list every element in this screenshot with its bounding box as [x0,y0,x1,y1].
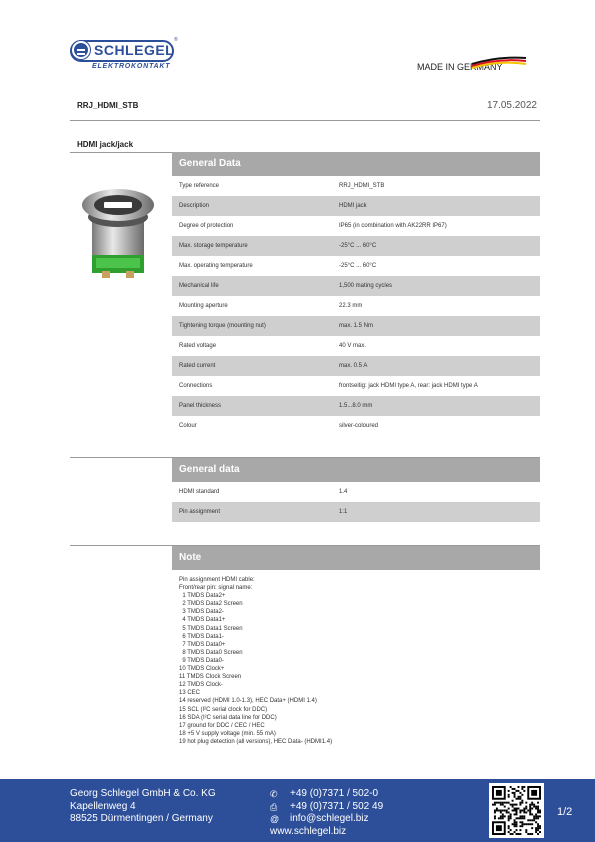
spec-value: 1.5...8.0 mm [339,403,373,409]
spec-value: RRJ_HDMI_STB [339,183,385,189]
spec-value: HDMI jack [339,203,367,209]
note-line: 11 TMDS Clock Screen [179,674,242,681]
note-line: 1 TMDS Data2+ [179,593,226,600]
note-line: 19 hot plug detection (all versions), HEC Data- (HDMI1.4) [179,738,333,745]
spec-label: Mechanical life [179,283,219,289]
spec-row [172,216,540,236]
spec-row [172,276,540,296]
note-line: 17 ground for DDC / CEC / HEC [179,722,265,729]
spec-label: Rated voltage [179,343,217,349]
company-street: Kapellenweg 4 [70,800,136,812]
spec-label: Connections [179,383,213,389]
document-id: RRJ_HDMI_STB [77,101,139,110]
phone-number: +49 (0)7371 / 502-0 [290,788,379,799]
phone-icon: ✆ [270,789,278,799]
logo-registered-mark: ® [174,37,178,43]
note-line: 14 reserved (HDMI 1.0-1.3), HEC Data+ (HDMI 1.4) [179,698,317,705]
general-data-header: General Data [172,152,540,176]
document-date: 17.05.2022 [486,100,537,111]
spec-row [172,376,540,396]
fax-icon: ⎙ [270,801,278,812]
logo-name: SCHLEGEL [94,42,175,58]
note-line: 3 TMDS Data2- [179,609,224,616]
spec-label: Max. operating temperature [179,263,253,269]
note-line: Pin assignment HDMI cable: [179,577,255,583]
spec-value: 1:1 [339,509,348,515]
german-flag-swoosh-icon [470,54,528,72]
footer-contact [270,788,383,838]
spec-row [172,416,540,436]
note-line: 16 SDA (I²C serial data line for DDC) [179,714,277,721]
qr-code [489,783,544,838]
note-text [179,576,332,746]
spec-value: max. 0.5 A [339,363,368,369]
schlegel-logo [70,37,178,72]
spec-value: 1.4 [339,489,348,495]
spec-value: max. 1.5 Nm [339,323,374,329]
spec-row [172,316,540,336]
company-city: 88525 Dürmentingen / Germany [70,813,213,824]
email-icon: @ [270,814,280,824]
spec-label: Colour [179,423,197,429]
note-line: 10 TMDS Clock+ [179,666,225,673]
hdmi-jack-product-image [78,175,158,280]
made-in-germany: MADE IN GERMANY [417,62,503,72]
footer-address [70,788,216,826]
spec-row [172,256,540,276]
divider [70,120,540,121]
note-line: 15 SCL (I²C serial clock for DDC) [179,706,268,713]
spec-row [172,396,540,416]
spec-label: Rated current [179,363,216,369]
spec-row [172,502,540,522]
spec-value: -25°C ... 60°C [339,243,377,249]
note-line: 5 TMDS Data1 Screen [179,625,243,632]
spec-value: frontseitig: jack HDMI type A, rear: jack HDMI type A [339,383,478,389]
spec-row [172,236,540,256]
general-data-table [172,176,540,436]
note-line: 13 CEC [179,690,201,697]
general-data-2-table [172,482,540,522]
note-line: 7 TMDS Data0+ [179,641,226,648]
spec-label: Max. storage temperature [179,243,248,249]
note-line: 6 TMDS Data1- [179,633,224,640]
spec-row [172,482,540,502]
spec-label: Tightening torque (mounting nut) [179,323,266,329]
spec-row [172,336,540,356]
spec-row [172,296,540,316]
note-line: Front/rear pin: signal name: [179,585,253,592]
note-line: 12 TMDS Clock- [179,682,223,689]
spec-row [172,176,540,196]
spec-label: Mounting aperture [179,303,228,309]
qr-code-image [492,786,541,835]
product-title: HDMI jack/jack [77,140,134,149]
page-number: 1/2 [557,806,573,818]
spec-label: HDMI standard [179,489,220,495]
spec-label: Panel thickness [179,403,222,409]
spec-value: -25°C ... 60°C [339,263,377,269]
general-data-2-header: General data [172,458,540,482]
note-line: 18 +5 V supply voltage (min. 55 mA) [179,730,276,737]
spec-row [172,356,540,376]
footer [0,779,595,842]
note-line: 4 TMDS Data1+ [179,617,226,624]
fax-number: +49 (0)7371 / 502 49 [290,800,384,812]
spec-row [172,196,540,216]
spec-value: silver-coloured [339,423,379,429]
company-name: Georg Schlegel GmbH & Co. KG [70,788,216,799]
spec-label: Degree of protection [179,223,234,229]
spec-label: Description [179,203,210,209]
spec-value: 40 V max. [339,343,367,349]
note-line: 2 TMDS Data2 Screen [179,601,243,608]
spec-value: IP65 (in combination with AK22RR IP67) [339,223,447,229]
note-header: Note [172,546,540,570]
website-link[interactable]: www.schlegel.biz [270,825,347,837]
spec-label: Pin assignment [179,509,221,515]
spec-value: 1,500 mating cycles [339,283,393,289]
spec-value: 22.3 mm [339,303,363,309]
spec-label: Type reference [179,183,220,189]
email-link[interactable]: info@schlegel.biz [290,813,369,824]
note-line: 8 TMDS Data0 Screen [179,649,243,656]
note-line: 9 TMDS Data0- [179,657,224,664]
logo-emblem-icon [72,41,90,59]
logo-subtitle: ELEKTROKONTAKT [92,63,171,70]
